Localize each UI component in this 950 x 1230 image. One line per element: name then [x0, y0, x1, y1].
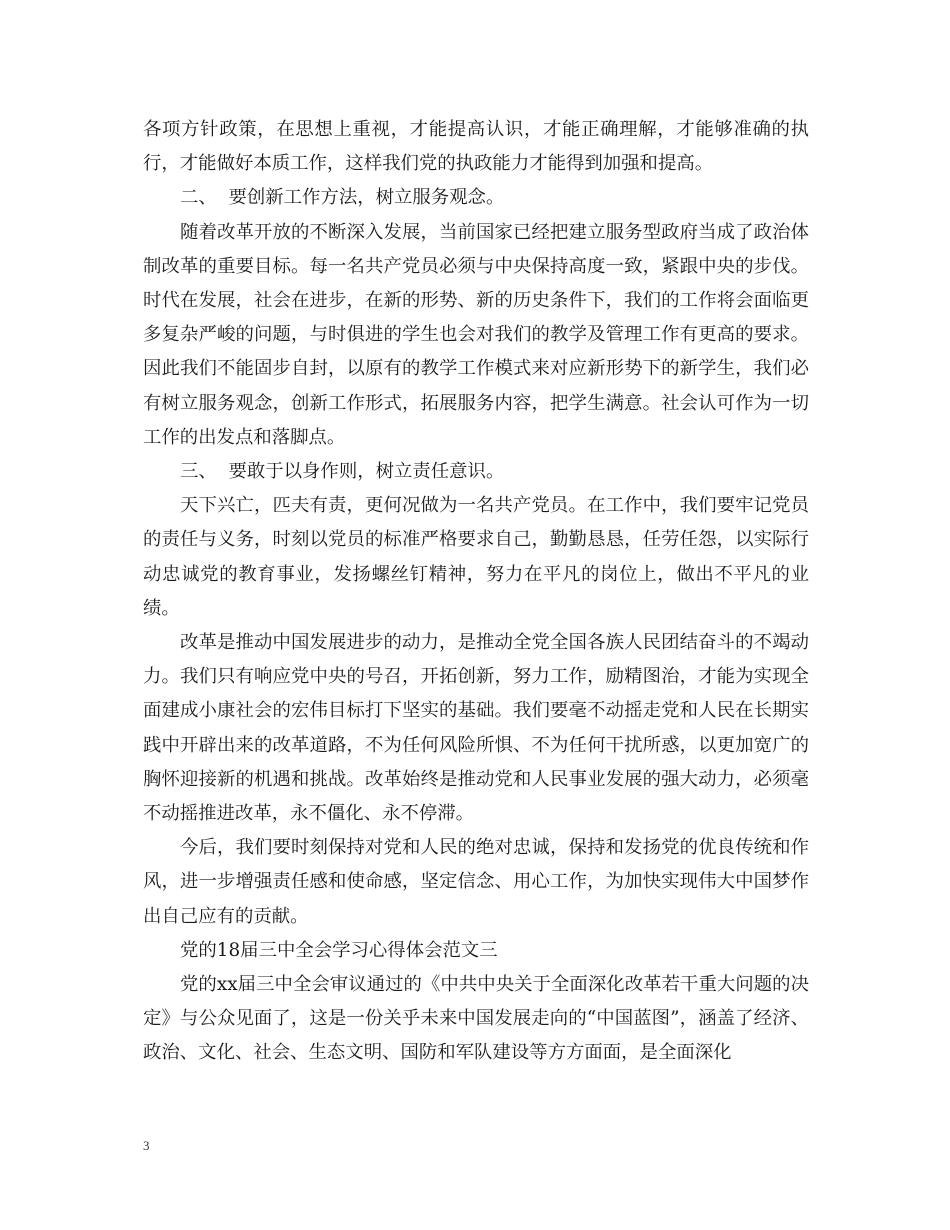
page-number: 3	[143, 1138, 150, 1153]
section-heading-three: 三、 要敢于以身作则，树立责任意识。	[180, 461, 505, 483]
body-paragraph: 天下兴亡，匹夫有责，更何况做为一名共产党员。在工作中，我们要牢记党员的责任与义务，时刻以党员的标准严格要求自己，勤勤恳恳，任劳任怨，以实际行动忠诚党的教育事业，发扬螺丝钉精神，努力在平凡的岗位上，做出不平凡的业绩。	[143, 495, 809, 619]
essay-title: 党的18届三中全会学习心得体会范文三	[180, 939, 498, 961]
body-paragraph: 党的xx届三中全会审议通过的《中共中央关于全面深化改革若干重大问题的决定》与公众见面了，这是一份关乎未来中国发展走向的“中国蓝图”，涵盖了经济、政治、文化、社会、生态文明、国防和军队建设等方方面面，是全面深化	[143, 974, 809, 1064]
body-paragraph: 随着改革开放的不断深入发展，当前国家已经把建立服务型政府当成了政治体制改革的重要目标。每一名共产党员必须与中央保持高度一致，紧跟中央的步伐。时代在发展，社会在进步，在新的形势、新的历史条件下，我们的工作将会面临更多复杂严峻的问题，与时俱进的学生也会对我们的教学及管理工作有更高的要求。因此我们不能固步自封，以原有的教学工作模式来对应新形势下的新学生，我们必有树立服务观念，创新工作形式，拓展服务内容，把学生满意。社会认可作为一切工作的出发点和落脚点。	[143, 221, 809, 448]
section-heading-two: 二、 要创新工作方法，树立服务观念。	[180, 187, 505, 209]
body-paragraph: 今后，我们要时刻保持对党和人民的绝对忠诚，保持和发扬党的优良传统和作风，进一步增强责任感和使命感，坚定信念、用心工作，为加快实现伟大中国梦作出自己应有的贡献。	[143, 837, 809, 927]
document-body	[143, 113, 809, 1071]
body-paragraph: 各项方针政策，在思想上重视，才能提高认识，才能正确理解，才能够准确的执行，才能做好本质工作，这样我们党的执政能力才能得到加强和提高。	[143, 119, 809, 175]
body-paragraph: 改革是推动中国发展进步的动力，是推动全党全国各族人民团结奋斗的不竭动力。我们只有响应党中央的号召，开拓创新，努力工作，励精图治，才能为实现全面建成小康社会的宏伟目标打下坚实的基础。我们要毫不动摇走党和人民在长期实践中开辟出来的改革道路，不为任何风险所惧、不为任何干扰所惑，以更加宽广的胸怀迎接新的机遇和挑战。改革始终是推动党和人民事业发展的强大动力，必须毫不动摇推进改革，永不僵化、永不停滞。	[143, 632, 809, 825]
